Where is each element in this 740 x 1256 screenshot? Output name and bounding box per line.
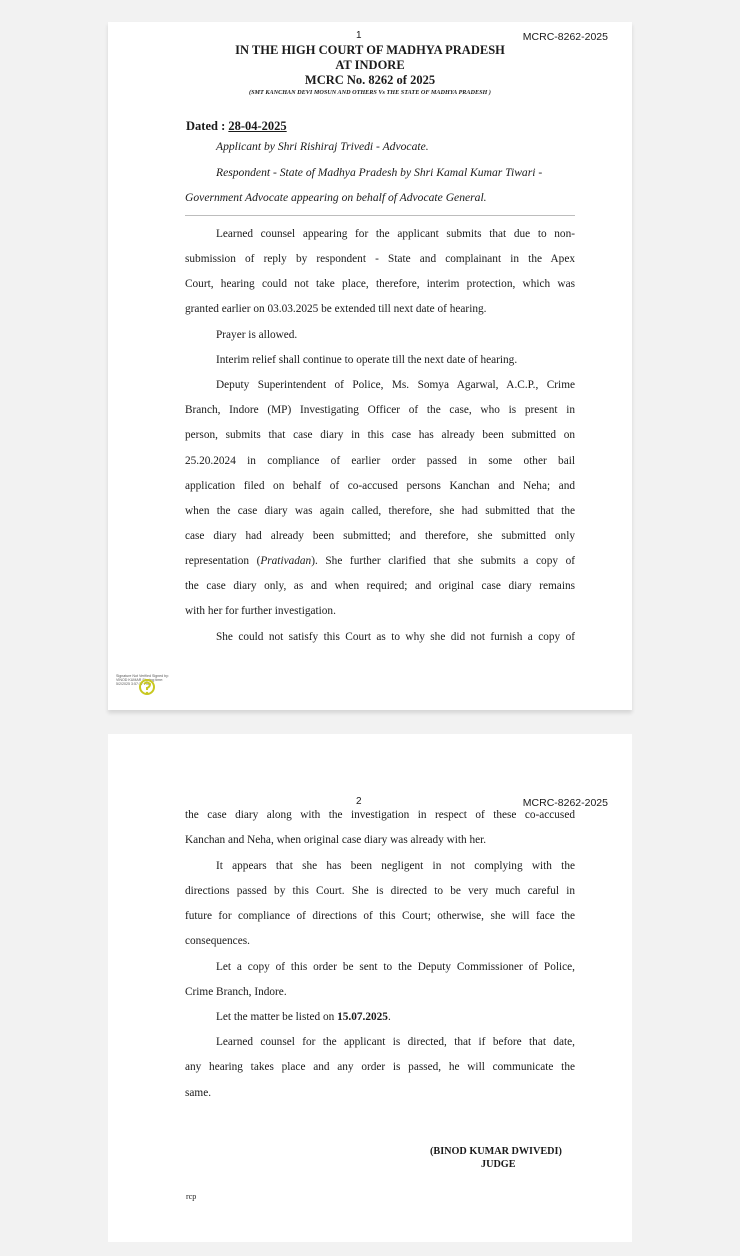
body-line: same. xyxy=(185,1087,212,1099)
initials: rcp xyxy=(186,1192,197,1201)
body-line: any hearing takes place and any order is passed, he will communicate the xyxy=(185,1061,575,1073)
body-line: future for compliance of directions of this Court; otherwise, she will face the xyxy=(185,910,575,922)
case-reference: MCRC-8262-2025 xyxy=(522,797,608,809)
italic-term: Prativadan xyxy=(260,555,312,567)
signature-check-icon xyxy=(138,678,156,696)
order-date xyxy=(186,119,287,134)
body-line: It appears that she has been negligent in not complying with the xyxy=(216,860,575,872)
body-line: application filed on behalf of co-accused persons Kanchan and Neha; and xyxy=(185,480,575,492)
case-number: MCRC No. 8262 of 2025 xyxy=(304,73,436,87)
body-line: Learned counsel appearing for the applicant submits that due to non- xyxy=(216,228,575,240)
body-line: granted earlier on 03.03.2025 be extended till next date of hearing. xyxy=(185,303,487,315)
body-line: Learned counsel for the applicant is directed, that if before that date, xyxy=(216,1036,575,1048)
judge-name: (BINOD KUMAR DWIVEDI) xyxy=(430,1146,562,1157)
body-line: Court, hearing could not take place, therefore, interim protection, which was xyxy=(185,278,575,290)
body-line: when the case diary was again called, therefore, she had submitted that the xyxy=(185,505,575,517)
signature-stamp-text: Signature Not Verified Signed by: VINOD KUMAR Signing time: 5/2/2025 3:57:17 PM xyxy=(116,674,169,687)
body-line: Branch, Indore (MP) Investigating Officer of the case, who is present in xyxy=(185,404,575,416)
order-page-2 xyxy=(108,734,632,1242)
order-page-1 xyxy=(108,22,632,710)
body-line: person, submits that case diary in this case has already been submitted on xyxy=(185,429,575,441)
parties-line: (SMT KANCHAN DEVI MOSUN AND OTHERS Vs THE STATE OF MADHYA PRADESH ) xyxy=(249,89,491,96)
dated-label: Dated : xyxy=(186,119,226,133)
body-line: 25.20.2024 in compliance of earlier order passed in some other bail xyxy=(185,455,575,467)
body-line: case diary had already been submitted; and therefore, she submitted only xyxy=(185,530,575,542)
digital-signature-stamp xyxy=(116,674,172,702)
body-line: Interim relief shall continue to operate till the next date of hearing. xyxy=(216,354,518,366)
body-line: the case diary along with the investigation in respect of these co-accused xyxy=(185,809,575,821)
applicant-appearance: Applicant by Shri Rishiraj Trivedi - Advocate. xyxy=(216,140,429,153)
body-line: Prayer is allowed. xyxy=(216,329,298,341)
listing-date: 15.07.2025 xyxy=(337,1011,388,1023)
court-bench: AT INDORE xyxy=(335,58,405,72)
respondent-appearance-line1: Respondent - State of Madhya Pradesh by Shri Kamal Kumar Tiwari - xyxy=(216,166,543,179)
case-reference: MCRC-8262-2025 xyxy=(522,31,608,43)
body-line: submission of reply by respondent - State and complainant in the Apex xyxy=(185,253,575,265)
judge-title: JUDGE xyxy=(481,1159,516,1170)
body-line: Let the matter be listed on 15.07.2025. xyxy=(216,1011,391,1023)
court-name: IN THE HIGH COURT OF MADHYA PRADESH xyxy=(235,43,505,57)
body-line: She could not satisfy this Court as to why she did not furnish a copy of xyxy=(216,631,575,643)
body-line: directions passed by this Court. She is directed to be very much careful in xyxy=(185,885,575,897)
body-line: consequences. xyxy=(185,935,250,947)
page-number: 1 xyxy=(356,30,362,41)
body-line: Deputy Superintendent of Police, Ms. Somya Agarwal, A.C.P., Crime xyxy=(216,379,575,391)
body-line: representation (Prativadan). She further clarified that she submits a copy of xyxy=(185,555,576,567)
page-number: 2 xyxy=(356,796,362,807)
body-line: Kanchan and Neha, when original case diary was already with her. xyxy=(185,834,487,846)
divider xyxy=(185,215,575,216)
body-line: Crime Branch, Indore. xyxy=(185,986,287,998)
dated-value: 28-04-2025 xyxy=(228,119,287,133)
respondent-appearance-line2: Government Advocate appearing on behalf of Advocate General. xyxy=(185,191,487,204)
body-line: with her for further investigation. xyxy=(185,605,336,617)
body-line: Let a copy of this order be sent to the Deputy Commissioner of Police, xyxy=(216,961,575,973)
body-line: the case diary only, as and when required; and original case diary remains xyxy=(185,580,575,592)
